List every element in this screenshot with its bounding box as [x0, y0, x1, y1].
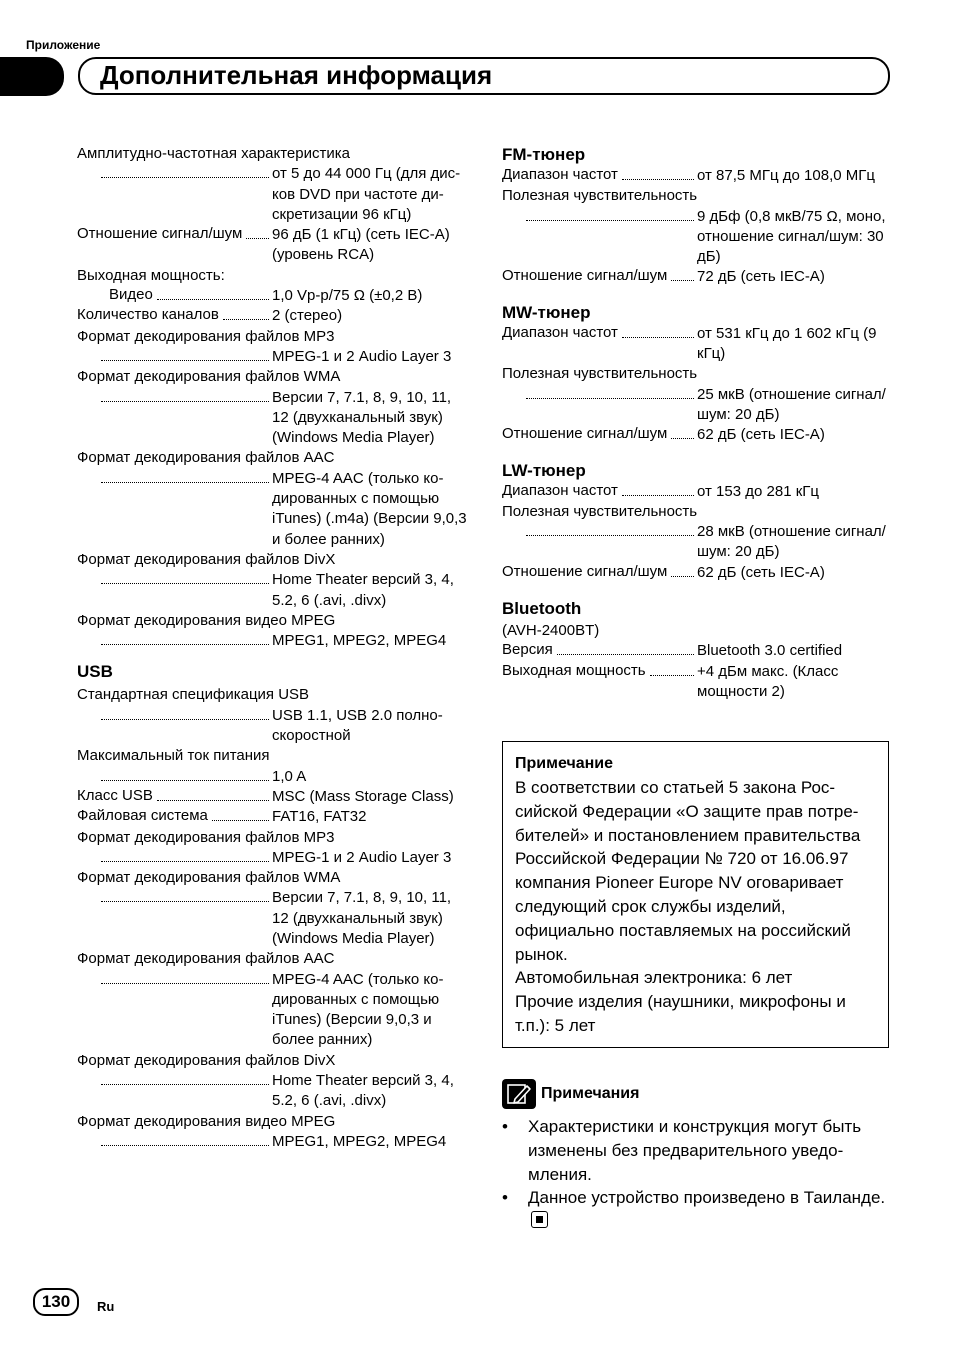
leader-dots — [101, 631, 269, 645]
spec-row — [77, 388, 467, 449]
leader-dots — [526, 207, 694, 221]
spec-name: Формат декодирования файлов AAC — [77, 449, 335, 467]
spec-name: Выходная мощность: — [77, 266, 225, 284]
leader-dots — [671, 425, 694, 439]
spec-value: Home Theater версий 3, 4, 5.2, 6 (.avi, .divx) — [272, 571, 454, 609]
spec-name: Полезная чувствительность — [502, 187, 698, 205]
spec-value: 25 мкВ (отношение сигнал/шум: 20 дБ) — [697, 385, 886, 423]
spec-name: Формат декодирования файлов MP3 — [77, 828, 335, 846]
bullet-icon: • — [502, 1188, 508, 1208]
spec-value: MPEG-1 и 2 Audio Layer 3 — [272, 848, 452, 866]
spec-name: Формат декодирования файлов WMA — [77, 368, 341, 386]
section-tab — [0, 57, 64, 96]
spec-value: от 531 кГц до 1 602 кГц (9 кГц) — [697, 324, 877, 363]
spec-row — [502, 207, 889, 268]
spec-value: 28 мкВ (отношение сигнал/шум: 20 дБ) — [697, 523, 886, 561]
leader-dots — [101, 570, 269, 584]
end-mark-icon — [531, 1211, 548, 1228]
leader-dots — [223, 306, 269, 320]
leader-dots — [101, 1071, 269, 1085]
notes-list — [502, 1115, 887, 1234]
spec-value: FAT16, FAT32 — [272, 808, 367, 826]
spec-value: MSC (Mass Storage Class) — [272, 787, 454, 805]
note-box — [502, 741, 889, 1048]
spec-value: MPEG-4 AAC (только кодированных с помощью iTunes) (.m4a) (Версии 9,0,3 и более ранних) — [272, 469, 467, 548]
spec-value: 9 дБф (0,8 мкВ/75 Ω, моно, отношение сигнал/шум: 30 дБ) — [697, 207, 886, 266]
spec-row — [502, 641, 889, 661]
leader-dots — [101, 347, 269, 361]
spec-name: Класс USB — [77, 786, 153, 804]
spec-row — [77, 347, 467, 367]
leader-dots — [101, 1132, 269, 1146]
left-column — [77, 144, 467, 1152]
spec-row — [77, 286, 467, 306]
spec-row — [77, 706, 467, 747]
spec-name: Формат декодирования видео MPEG — [77, 611, 336, 629]
leader-dots — [101, 848, 269, 862]
page-title: Дополнительная информация — [100, 60, 493, 90]
page-number: 130 — [33, 1288, 79, 1316]
spec-name: Амплитудно-частотная характеристика — [77, 145, 350, 162]
right-column — [502, 144, 889, 702]
spec-name: Формат декодирования файлов DivX — [77, 550, 336, 568]
spec-name: Отношение сигнал/шум — [502, 562, 668, 580]
spec-value: 1,0 A — [272, 767, 307, 785]
title-box — [78, 57, 890, 95]
spec-value: MPEG-4 AAC (только кодированных с помощью iTunes) (Версии 9,0,3 и более ранних) — [272, 970, 444, 1049]
spec-row — [502, 267, 889, 287]
pencil-icon — [502, 1079, 536, 1109]
list-item-text: Данное устройство произведено в Таиланде. — [528, 1188, 886, 1208]
leader-dots — [212, 807, 269, 821]
spec-row — [77, 225, 467, 266]
spec-name: Формат декодирования файлов MP3 — [77, 327, 335, 345]
leader-dots — [622, 324, 694, 338]
spec-value: USB 1.1, USB 2.0 полноскоростной — [272, 706, 443, 745]
leader-dots — [157, 787, 269, 801]
spec-row — [77, 164, 467, 225]
notes-title: Примечания — [541, 1085, 640, 1102]
spec-value: Bluetooth 3.0 certified — [697, 642, 843, 660]
notes-heading — [502, 1078, 639, 1110]
spec-row — [77, 787, 467, 807]
spec-name: Отношение сигнал/шум — [502, 425, 668, 443]
bullet-icon: • — [502, 1117, 508, 1136]
spec-value: 96 дБ (1 кГц) (сеть IEC-A) (уровень RCA) — [272, 226, 450, 264]
spec-name: Количество каналов — [77, 306, 219, 324]
spec-name: Выходная мощность — [502, 661, 646, 679]
fm-heading: FM-тюнер — [502, 145, 586, 164]
list-item-text: Характеристики и конструкция могут быть изменены без предварительного уведомления. — [528, 1117, 862, 1184]
spec-value: от 5 до 44 000 Гц (для дисков DVD при частоте дискретизации 96 кГц) — [272, 165, 461, 223]
spec-value: 72 дБ (сеть IEC-A) — [697, 268, 825, 286]
leader-dots — [526, 385, 694, 399]
spec-value: от 87,5 МГц до 108,0 МГц — [697, 167, 875, 184]
spec-value: +4 дБм макс. (Класс мощности 2) — [697, 662, 839, 700]
spec-value: MPEG1, MPEG2, MPEG4 — [272, 632, 447, 650]
spec-row — [77, 848, 467, 868]
spec-name: (AVH-2400BT) — [502, 622, 600, 640]
spec-value: 62 дБ (сеть IEC-A) — [697, 426, 825, 444]
spec-name: Формат декодирования видео MPEG — [77, 1112, 336, 1130]
spec-row — [77, 888, 467, 949]
usb-heading: USB — [77, 662, 113, 682]
spec-name: Файловая система — [77, 807, 208, 825]
note-content — [515, 752, 877, 1038]
spec-name: Диапазон частот — [502, 166, 618, 183]
leader-dots — [101, 469, 269, 483]
bluetooth-heading: Bluetooth — [502, 599, 582, 619]
spec-row — [502, 324, 889, 365]
spec-name: Стандартная спецификация USB — [77, 686, 310, 704]
spec-name: Отношение сигнал/шум — [502, 267, 668, 285]
spec-name: Полезная чувствительность — [502, 365, 698, 383]
leader-dots — [101, 767, 269, 781]
spec-row — [77, 970, 467, 1051]
note-title: Примечание — [515, 755, 614, 772]
leader-dots — [101, 706, 269, 720]
leader-dots — [101, 970, 269, 984]
spec-name: Видео — [109, 286, 153, 304]
spec-value: Версии 7, 7.1, 8, 9, 10, 11, 12 (двухканальный звук) (Windows Media Player) — [272, 889, 452, 947]
list-item — [502, 1115, 887, 1186]
spec-row — [502, 563, 889, 583]
spec-value: 62 дБ (сеть IEC-A) — [697, 563, 825, 581]
spec-name: Диапазон частот — [502, 481, 618, 499]
spec-row — [502, 425, 889, 445]
spec-value: MPEG1, MPEG2, MPEG4 — [272, 1132, 447, 1150]
spec-name: Формат декодирования файлов WMA — [77, 869, 341, 887]
spec-value: Home Theater версий 3, 4, 5.2, 6 (.avi, .divx) — [272, 1072, 454, 1110]
leader-dots — [526, 522, 694, 536]
language-code: Ru — [97, 1299, 115, 1314]
spec-row — [77, 767, 467, 787]
spec-row — [77, 631, 467, 651]
leader-dots — [622, 166, 694, 180]
leader-dots — [101, 388, 269, 402]
spec-row — [502, 482, 889, 502]
mw-heading: MW-тюнер — [502, 302, 591, 322]
spec-row — [502, 662, 889, 703]
section-label: Приложение — [26, 38, 101, 52]
spec-row — [77, 469, 467, 550]
spec-value: 2 (стерео) — [272, 307, 343, 325]
spec-name: Диапазон частот — [502, 323, 618, 341]
spec-row — [502, 522, 889, 563]
leader-dots — [157, 286, 269, 300]
spec-row — [77, 1132, 467, 1152]
spec-row — [77, 306, 467, 326]
leader-dots — [101, 888, 269, 902]
spec-value: MPEG-1 и 2 Audio Layer 3 — [272, 347, 452, 365]
note-line: Прочие изделия (наушники, микрофоны и т.п.): 5 лет — [515, 992, 846, 1035]
leader-dots — [557, 641, 694, 655]
lw-heading: LW-тюнер — [502, 460, 586, 480]
spec-value: от 153 до 281 кГц — [697, 482, 819, 500]
spec-name: Отношение сигнал/шум — [77, 225, 243, 243]
spec-row — [77, 570, 467, 611]
leader-dots — [671, 563, 694, 577]
note-body: В соответствии со статьей 5 закона Российской Федерации «О защите прав потребителей» и постановлением правительства Российской Федерации № 720 от 16.06.97 компания Pioneer Europe NV оговаривает следующий срок службы изделий, официально поставляемых на российский рынок. — [515, 778, 861, 964]
leader-dots — [650, 662, 694, 676]
spec-name: Полезная чувствительность — [502, 502, 698, 520]
spec-name: Формат декодирования файлов AAC — [77, 950, 335, 968]
leader-dots — [101, 164, 269, 178]
spec-row — [502, 166, 889, 186]
spec-name: Формат декодирования файлов DivX — [77, 1051, 336, 1069]
list-item — [502, 1186, 887, 1234]
spec-value: Версии 7, 7.1, 8, 9, 10, 11, 12 (двухканальный звук) (Windows Media Player) — [272, 388, 452, 447]
spec-row — [502, 385, 889, 426]
note-line: Автомобильная электроника: 6 лет — [515, 968, 793, 988]
spec-value: 1,0 Vp-p/75 Ω (±0,2 В) — [272, 287, 423, 305]
spec-name: Максимальный ток питания — [77, 747, 270, 765]
spec-row — [77, 1071, 467, 1112]
leader-dots — [622, 482, 694, 496]
leader-dots — [671, 267, 694, 281]
spec-name: Версия — [502, 641, 553, 659]
spec-row — [77, 807, 467, 827]
leader-dots — [246, 225, 269, 239]
